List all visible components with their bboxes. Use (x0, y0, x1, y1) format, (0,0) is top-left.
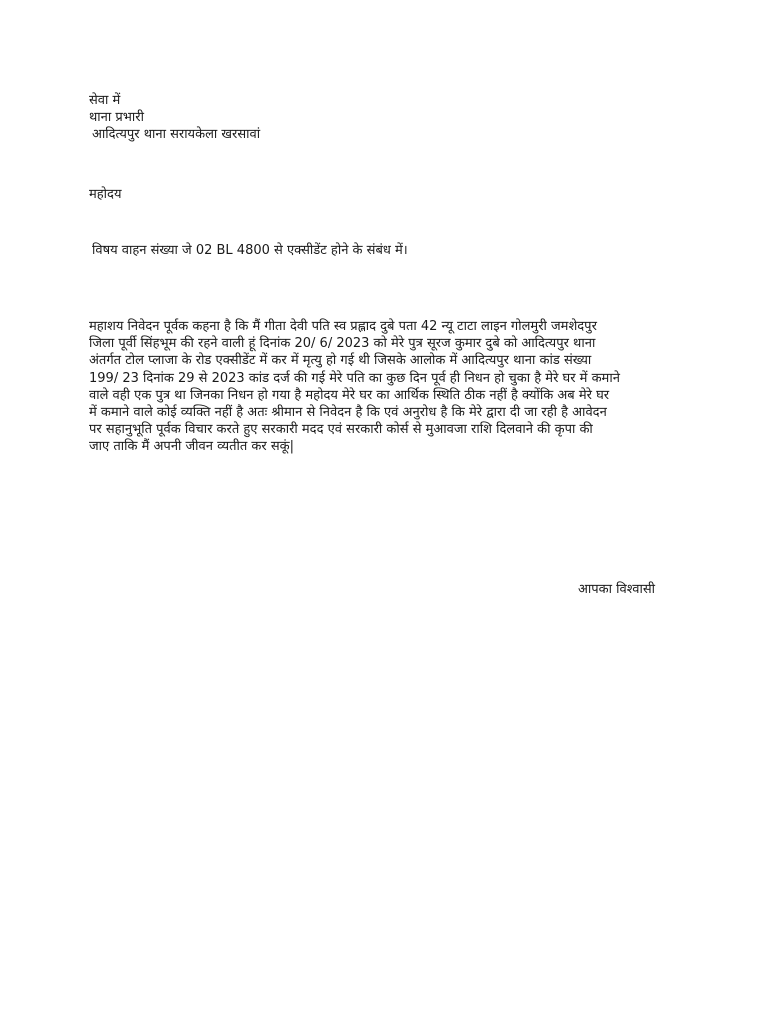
body-paragraph (89, 318, 679, 456)
body-line: में कमाने वाले कोई व्यक्ति नहीं है अतः श्रीमान से निवेदन है कि एवं अनुरोध है कि मेरे द्वारा दी जा रही है आवेदन (89, 405, 607, 421)
closing-signature: आपका विश्वासी (578, 582, 656, 597)
body-line: अंतर्गत टोल प्लाजा के रोड एक्सीडेंट में कर में मृत्यु हो गई थी जिसके आलोक में आदित्यपुर थाना कांड संख्या (89, 353, 592, 369)
body-line: वाले वही एक पुत्र था जिनका निधन हो गया है महोदय मेरे घर का आर्थिक स्थिति ठीक नहीं है क्योंकि अब मेरे घर (89, 387, 610, 403)
body-line: जिला पूर्वी सिंहभूम की रहने वाली हूं दिनांक 20/ 6/ 2023 को मेरे पुत्र सूरज कुमार दुबे को आदित्यपुर थाना (89, 336, 596, 352)
address-line-station: आदित्यपुर थाना सरायकेला खरसावां (92, 127, 261, 142)
body-line: 199/ 23 दिनांक 29 से 2023 कांड दर्ज की गई मेरे पति का कुछ दिन पूर्व ही निधन हो चुका है मेरे घर में कमाने (89, 370, 620, 386)
body-line: पर सहानुभूति पूर्वक विचार करते हुए सरकारी मदद एवं सरकारी कोर्स से मुआवजा राशि दिलवाने की कृपा की (89, 422, 593, 438)
salutation: महोदय (89, 187, 122, 202)
address-line-to: सेवा में (89, 93, 121, 108)
address-line-recipient: थाना प्रभारी (89, 110, 144, 125)
body-line: जाए ताकि मैं अपनी जीवन व्यतीत कर सकूं| (89, 439, 295, 455)
subject-line: विषय वाहन संख्या जे 02 BL 4800 से एक्सीडेंट होने के संबंध में। (92, 243, 408, 258)
body-line: महाशय निवेदन पूर्वक कहना है कि मैं गीता देवी पति स्व प्रह्लाद दुबे पता 42 न्यू टाटा लाइन गोलमुरी जमशेदपुर (89, 319, 597, 334)
